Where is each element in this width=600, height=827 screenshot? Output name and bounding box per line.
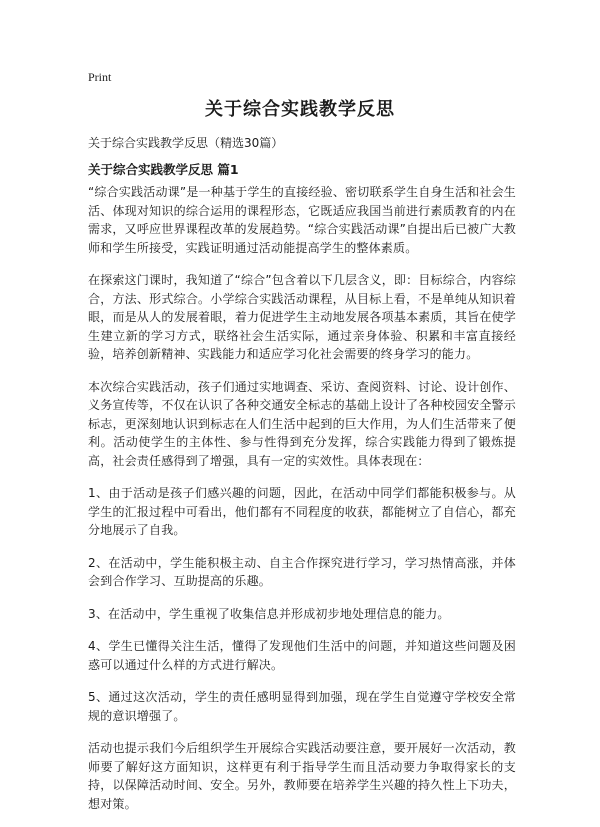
page-title: 关于综合实践教学反思 — [205, 99, 395, 120]
print-label[interactable]: Print — [88, 70, 112, 84]
paragraph-4: 1、由于活动是孩子们感兴趣的问题，因此，在活动中同学们都能积极参与。从学生的汇报过程中可看出，他们都有不同程度的收获，都能树立了自信心，都充分地展示了自我。 — [88, 486, 516, 537]
paragraph-5: 2、在活动中，学生能积极主动、自主合作探究进行学习，学习热情高涨，并体会到合作学习、互助提高的乐趣。 — [88, 555, 516, 588]
paragraph-3: 本次综合实践活动，孩子们通过实地调查、采访、查阅资料、讨论、设计创作、义务宣传等，不仅在认识了各种交通安全标志的基础上设计了各种校园安全警示标志，更深刻地认识到标志在人们生活中起到的巨大作用，为人们生活带来了便利。活动使学生的主体性、参与性得到充分发挥，综合实践能力得到了锻炼提高，社会责任感得到了增强，具有一定的实效性。具体表现在： — [88, 379, 516, 468]
paragraph-9: 活动也提示我们今后组织学生开展综合实践活动要注意，要开展好一次活动，教师要了解好这方面知识，这样更有利于指导学生而且活动要力争取得家长的支持，以保障活动时间、安全。另外，教师要在培养学生兴趣的持久性上下功夫，想对策。 — [88, 741, 516, 811]
paragraph-6: 3、在活动中，学生重视了收集信息并形成初步地处理信息的能力。 — [88, 606, 450, 621]
paragraph-2: 在探索这门课时，我知道了“综合”包含着以下几层含义，即：目标综合，内容综合，方法、形式综合。小学综合实践活动课程，从目标上看，不是单纯从知识着眼，而是从人的发展着眼，着力促进学生主动地发展各项基本素质，其旨在使学生建立新的学习方式，联络社会生活实际，通过亲身体验、积累和丰富直接经验，培养创新精神、实践能力和适应学习化社会需要的终身学习的能力。 — [88, 273, 516, 361]
paragraph-8: 5、通过这次活动，学生的责任感明显得到加强，现在学生自觉遵守学校安全常规的意识增强了。 — [88, 690, 516, 723]
section-heading: 关于综合实践教学反思 篇1 — [88, 162, 239, 177]
article-body — [88, 183, 516, 827]
paragraph-1: “综合实践活动课”是一种基于学生的直接经验、密切联系学生自身生活和社会生活、体现对知识的综合运用的课程形态，它既适应我国当前进行素质教育的内在需求，又呼应世界课程改革的发展趋势。“综合实践活动课”自提出后已被广大教师和学生所接受，实践证明通过活动能提高学生的整体素质。 — [88, 185, 516, 255]
document-subtitle: 关于综合实践教学反思（精选30篇） — [88, 136, 284, 150]
paragraph-7: 4、学生已懂得关注生活，懂得了发现他们生活中的问题，并知道这些问题及困惑可以通过什么样的方式进行解决。 — [88, 639, 516, 672]
